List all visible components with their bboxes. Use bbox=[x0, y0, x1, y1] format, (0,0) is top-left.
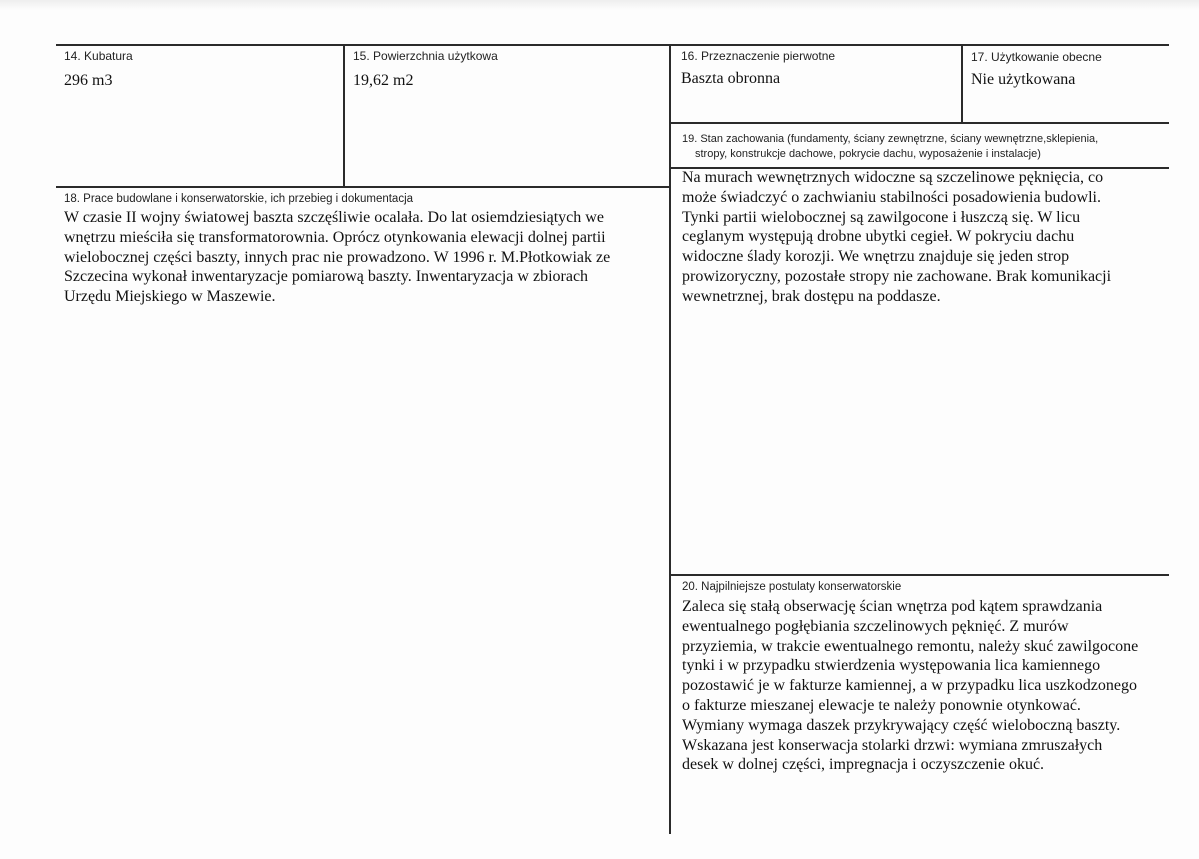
rule-below-16-17 bbox=[669, 122, 1169, 124]
field-17-uzytkowanie bbox=[971, 50, 1166, 90]
field-19-line: ceglanym występują drobne ubytki cegieł. W pokryciu dachu bbox=[682, 228, 1075, 246]
rule-above-20 bbox=[669, 574, 1169, 576]
field-19-line: może świadczyć o zachwianiu stabilności posadowienia budowli. bbox=[682, 188, 1101, 206]
field-14-value: 296 m3 bbox=[64, 72, 113, 89]
field-20-label: 20. Najpilniejsze postulaty konserwatorskie bbox=[682, 581, 902, 593]
field-20-line: ewentualnego pogłębiania szczelinowych pęknięć. Z murów bbox=[682, 617, 1069, 635]
divider-14-15 bbox=[343, 44, 345, 187]
field-19-label-line-1: 19. Stan zachowania (fundamenty, ściany zewnętrzne, ściany wewnętrzne,sklepienia, bbox=[682, 133, 1099, 145]
top-rule bbox=[56, 44, 1169, 46]
field-20-line: tynki i w przypadku stwierdzenia występowania lica kamiennego bbox=[682, 657, 1101, 675]
field-16-przeznaczenie bbox=[681, 49, 956, 89]
field-19-label bbox=[682, 132, 1167, 162]
field-19-line: Tynki partii wielobocznej są zawilgocone i łuszczą się. W licu bbox=[682, 208, 1081, 226]
field-19-stan-zachowania bbox=[682, 132, 1167, 162]
field-20-line: o fakturze mieszanej elewacje te należy ponownie otynkować. bbox=[682, 696, 1081, 714]
field-20-line: Zaleca się stałą obserwację ścian wnętrza pod kątem sprawdzania bbox=[682, 598, 1103, 615]
field-14-label: 14. Kubatura bbox=[64, 49, 133, 63]
field-14-kubatura bbox=[64, 49, 339, 91]
field-17-value: Nie użytkowana bbox=[971, 71, 1076, 88]
field-20-postulaty bbox=[682, 580, 1167, 775]
field-18-label: 18. Prace budowlane i konserwatorskie, ich przebieg i dokumentacja bbox=[64, 193, 414, 205]
field-20-line: Wskazana jest konserwacja stolarki drzwi: wymiana zmruszałych bbox=[682, 736, 1103, 754]
field-20-text bbox=[682, 597, 1167, 775]
field-19-label-line-2: stropy, konstrukcje dachowe, pokrycie dachu, wyposażenie i instalacje) bbox=[695, 148, 1041, 160]
field-17-label: 17. Użytkowanie obecne bbox=[971, 50, 1102, 64]
divider-16-17 bbox=[961, 44, 963, 123]
field-15-powierzchnia bbox=[353, 49, 663, 91]
field-19-line: Na murach wewnętrznych widoczne są szczelinowe pęknięcia, co bbox=[682, 169, 1104, 186]
field-15-label: 15. Powierzchnia użytkowa bbox=[353, 49, 498, 63]
field-15-value: 19,62 m2 bbox=[353, 72, 414, 89]
field-16-label: 16. Przeznaczenie pierwotne bbox=[681, 49, 836, 63]
field-18-line: Urzędu Miejskiego w Maszewie. bbox=[64, 288, 276, 306]
field-18-line: wielobocznej części baszty, innych prac nie prowadzono. W 1996 r. M.Płotkowiak ze bbox=[64, 248, 611, 266]
rule-above-18 bbox=[56, 186, 670, 188]
field-20-line: pozostawić je w fakturze kamiennej, a w przypadku lica uszkodzonego bbox=[682, 677, 1137, 695]
field-18-line: Szczecina wykonał inwentaryzacje pomiarową baszty. Inwentaryzacja w zbiorach bbox=[64, 268, 589, 286]
field-20-line: Wymiany wymaga daszek przykrywający część wieloboczną baszty. bbox=[682, 716, 1121, 734]
field-20-line: przyziemia, w trakcie ewentualnego remontu, należy skuć zawilgocone bbox=[682, 637, 1139, 655]
field-19-line: widoczne ślady korozji. We wnętrzu znajduje się jeden strop bbox=[682, 248, 1070, 266]
field-18-line: W czasie II wojny światowej baszta szczęśliwie ocalała. Do lat osiemdziesiątych we bbox=[64, 209, 604, 226]
field-20-line: desek w dolnej części, impregnacja i oczyszczenie okuć. bbox=[682, 756, 1045, 774]
field-19-text bbox=[682, 168, 1167, 307]
field-18-prace bbox=[64, 192, 664, 307]
field-18-line: wnętrzu mieściła się transformatorownia. Oprócz otynkowania elewacji dolnej partii bbox=[64, 228, 606, 246]
scan-edge bbox=[0, 0, 1199, 10]
field-16-value: Baszta obronna bbox=[681, 70, 781, 87]
field-19-line: prowizoryczny, pozostałe stropy nie zachowane. Brak komunikacji bbox=[682, 267, 1112, 285]
divider-center bbox=[669, 44, 671, 834]
field-19-line: wewnetrznej, brak dostępu na poddasze. bbox=[682, 287, 941, 305]
field-18-text bbox=[64, 208, 664, 307]
